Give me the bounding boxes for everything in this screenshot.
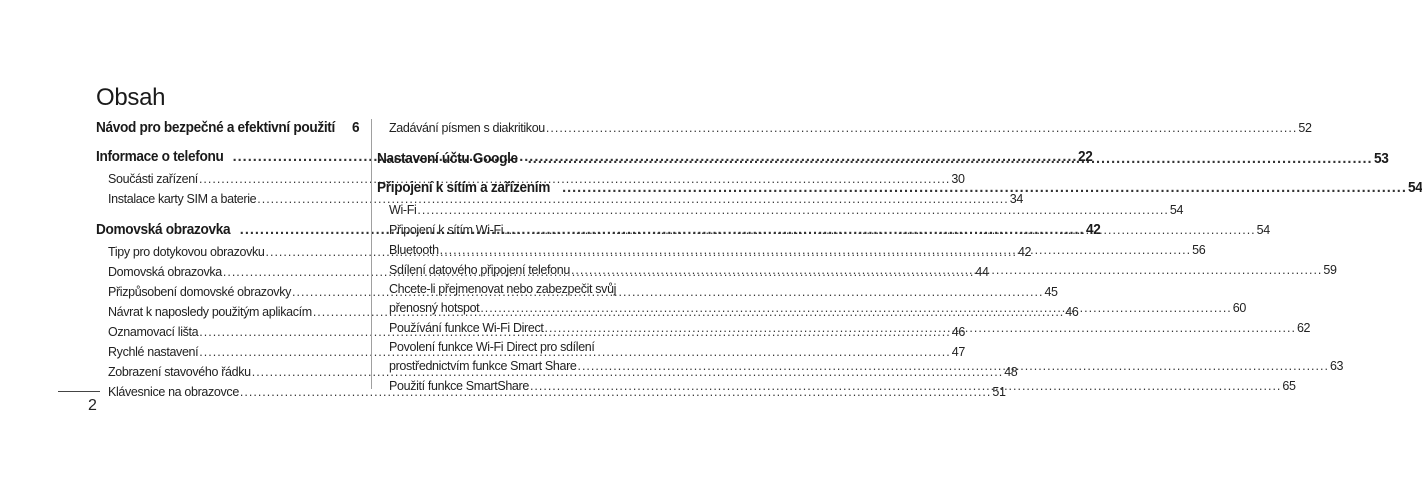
toc-entry-page: 60	[1232, 301, 1246, 315]
page-number: 2	[88, 397, 97, 414]
toc-entry-page: 54	[1256, 223, 1270, 237]
toc-entry-label: Domovská obrazovka	[108, 265, 222, 279]
toc-entry-page: 62	[1296, 321, 1311, 335]
toc-entry-page: 52	[1298, 121, 1312, 135]
toc-entry-page: 53	[1373, 151, 1389, 167]
toc-entry-label: Zobrazení stavového řádku	[108, 365, 251, 379]
toc-entry-page: 56	[1192, 243, 1206, 257]
column-divider	[371, 119, 372, 389]
toc-dot-leader	[571, 260, 1322, 280]
toc-entry-page: 63	[1329, 359, 1344, 373]
toc-entry-label: Bluetooth	[389, 243, 439, 257]
toc-entry-page: 47	[951, 345, 965, 359]
toc-subsection-entry	[377, 118, 1312, 138]
footer-rule	[58, 391, 100, 392]
toc-entry-page: 54	[1169, 203, 1184, 217]
toc-entry-page: 42	[1085, 222, 1101, 238]
toc-entry-label: Návod pro bezpečné a efektivní použití	[96, 120, 335, 136]
toc-entry-label: Rychlé nastavení	[108, 345, 199, 359]
toc-entry-label: Povolení funkce Wi-Fi Direct pro sdílení	[389, 340, 595, 354]
toc-entry-label: přenosný hotspot	[389, 301, 480, 315]
toc-entry-label: Informace o telefonu	[96, 149, 224, 165]
toc-entry-label: Instalace karty SIM a baterie	[108, 192, 257, 206]
toc-dot-leader	[504, 220, 1255, 240]
toc-entry-label: Součásti zařízení	[108, 172, 198, 186]
toc-entry-page: 44	[975, 265, 989, 279]
toc-entry-page: 46	[951, 325, 965, 339]
toc-dot-leader	[528, 149, 1373, 169]
toc-entry-label: Klávesnice na obrazovce	[108, 385, 239, 399]
toc-dot-leader	[480, 299, 1231, 318]
toc-entry-label: Přizpůsobení domovské obrazovky	[108, 285, 291, 299]
toc-dot-leader	[530, 376, 1281, 396]
toc-entry-page: 45	[1044, 285, 1058, 299]
toc-dot-leader	[546, 118, 1297, 138]
toc-entry-label: Wi-Fi	[389, 203, 417, 217]
toc-dot-leader	[544, 318, 1295, 338]
toc-entry-label: prostřednictvím funkce Smart Share	[389, 359, 577, 373]
toc-entry-label: Připojení k sítím a zařízením	[377, 180, 551, 196]
toc-subsection-entry	[96, 189, 1023, 209]
toc-subsection-entry	[377, 338, 641, 357]
toc-section-entry	[96, 118, 358, 138]
toc-entry-label: Oznamovací lišta	[108, 325, 199, 339]
toc-entry-label: Připojení k sítím Wi-Fi	[389, 223, 504, 237]
toc-entry-page: 42	[1017, 245, 1032, 259]
toc-subsection-entry	[377, 200, 1184, 220]
toc-entry-page: 54	[1407, 180, 1422, 196]
toc-entry-label: Sdílení datového připojení telefonu	[389, 263, 570, 277]
toc-entry-label: Chcete-li přejmenovat nebo zabezpečit svůj	[389, 282, 617, 296]
toc-entry-label: Tipy pro dotykovou obrazovku	[108, 245, 265, 259]
toc-entry-label: Použití funkce SmartShare	[389, 379, 529, 393]
toc-dot-leader	[577, 357, 1328, 376]
toc-entry-page: 48	[1004, 365, 1018, 379]
toc-entry-label: Nastavení účtu Google	[377, 151, 518, 167]
toc-entry-label: Zadávání písmen s diakritikou	[389, 121, 545, 135]
toc-entry-page: 65	[1282, 379, 1296, 393]
toc-entry-label: Domovská obrazovka	[96, 222, 231, 238]
toc-entry-page: 6	[352, 120, 360, 136]
toc-entry-page: 30	[951, 172, 965, 186]
toc-entry-page: 34	[1009, 192, 1023, 206]
toc-entry-label: Používání funkce Wi-Fi Direct	[389, 321, 544, 335]
toc-entry-label: Návrat k naposledy použitým aplikacím	[108, 305, 312, 319]
toc-dot-leader	[440, 240, 1191, 260]
toc-subsection-entry	[377, 280, 641, 299]
toc-dot-leader	[562, 178, 1407, 198]
toc-entry-page: 46	[1065, 305, 1079, 319]
toc-entry-page: 51	[992, 385, 1006, 399]
page-title: Obsah	[96, 84, 166, 111]
toc-entry-page: 22	[1078, 149, 1093, 165]
toc-entry-page: 59	[1323, 263, 1337, 277]
toc-dot-leader	[417, 200, 1168, 220]
